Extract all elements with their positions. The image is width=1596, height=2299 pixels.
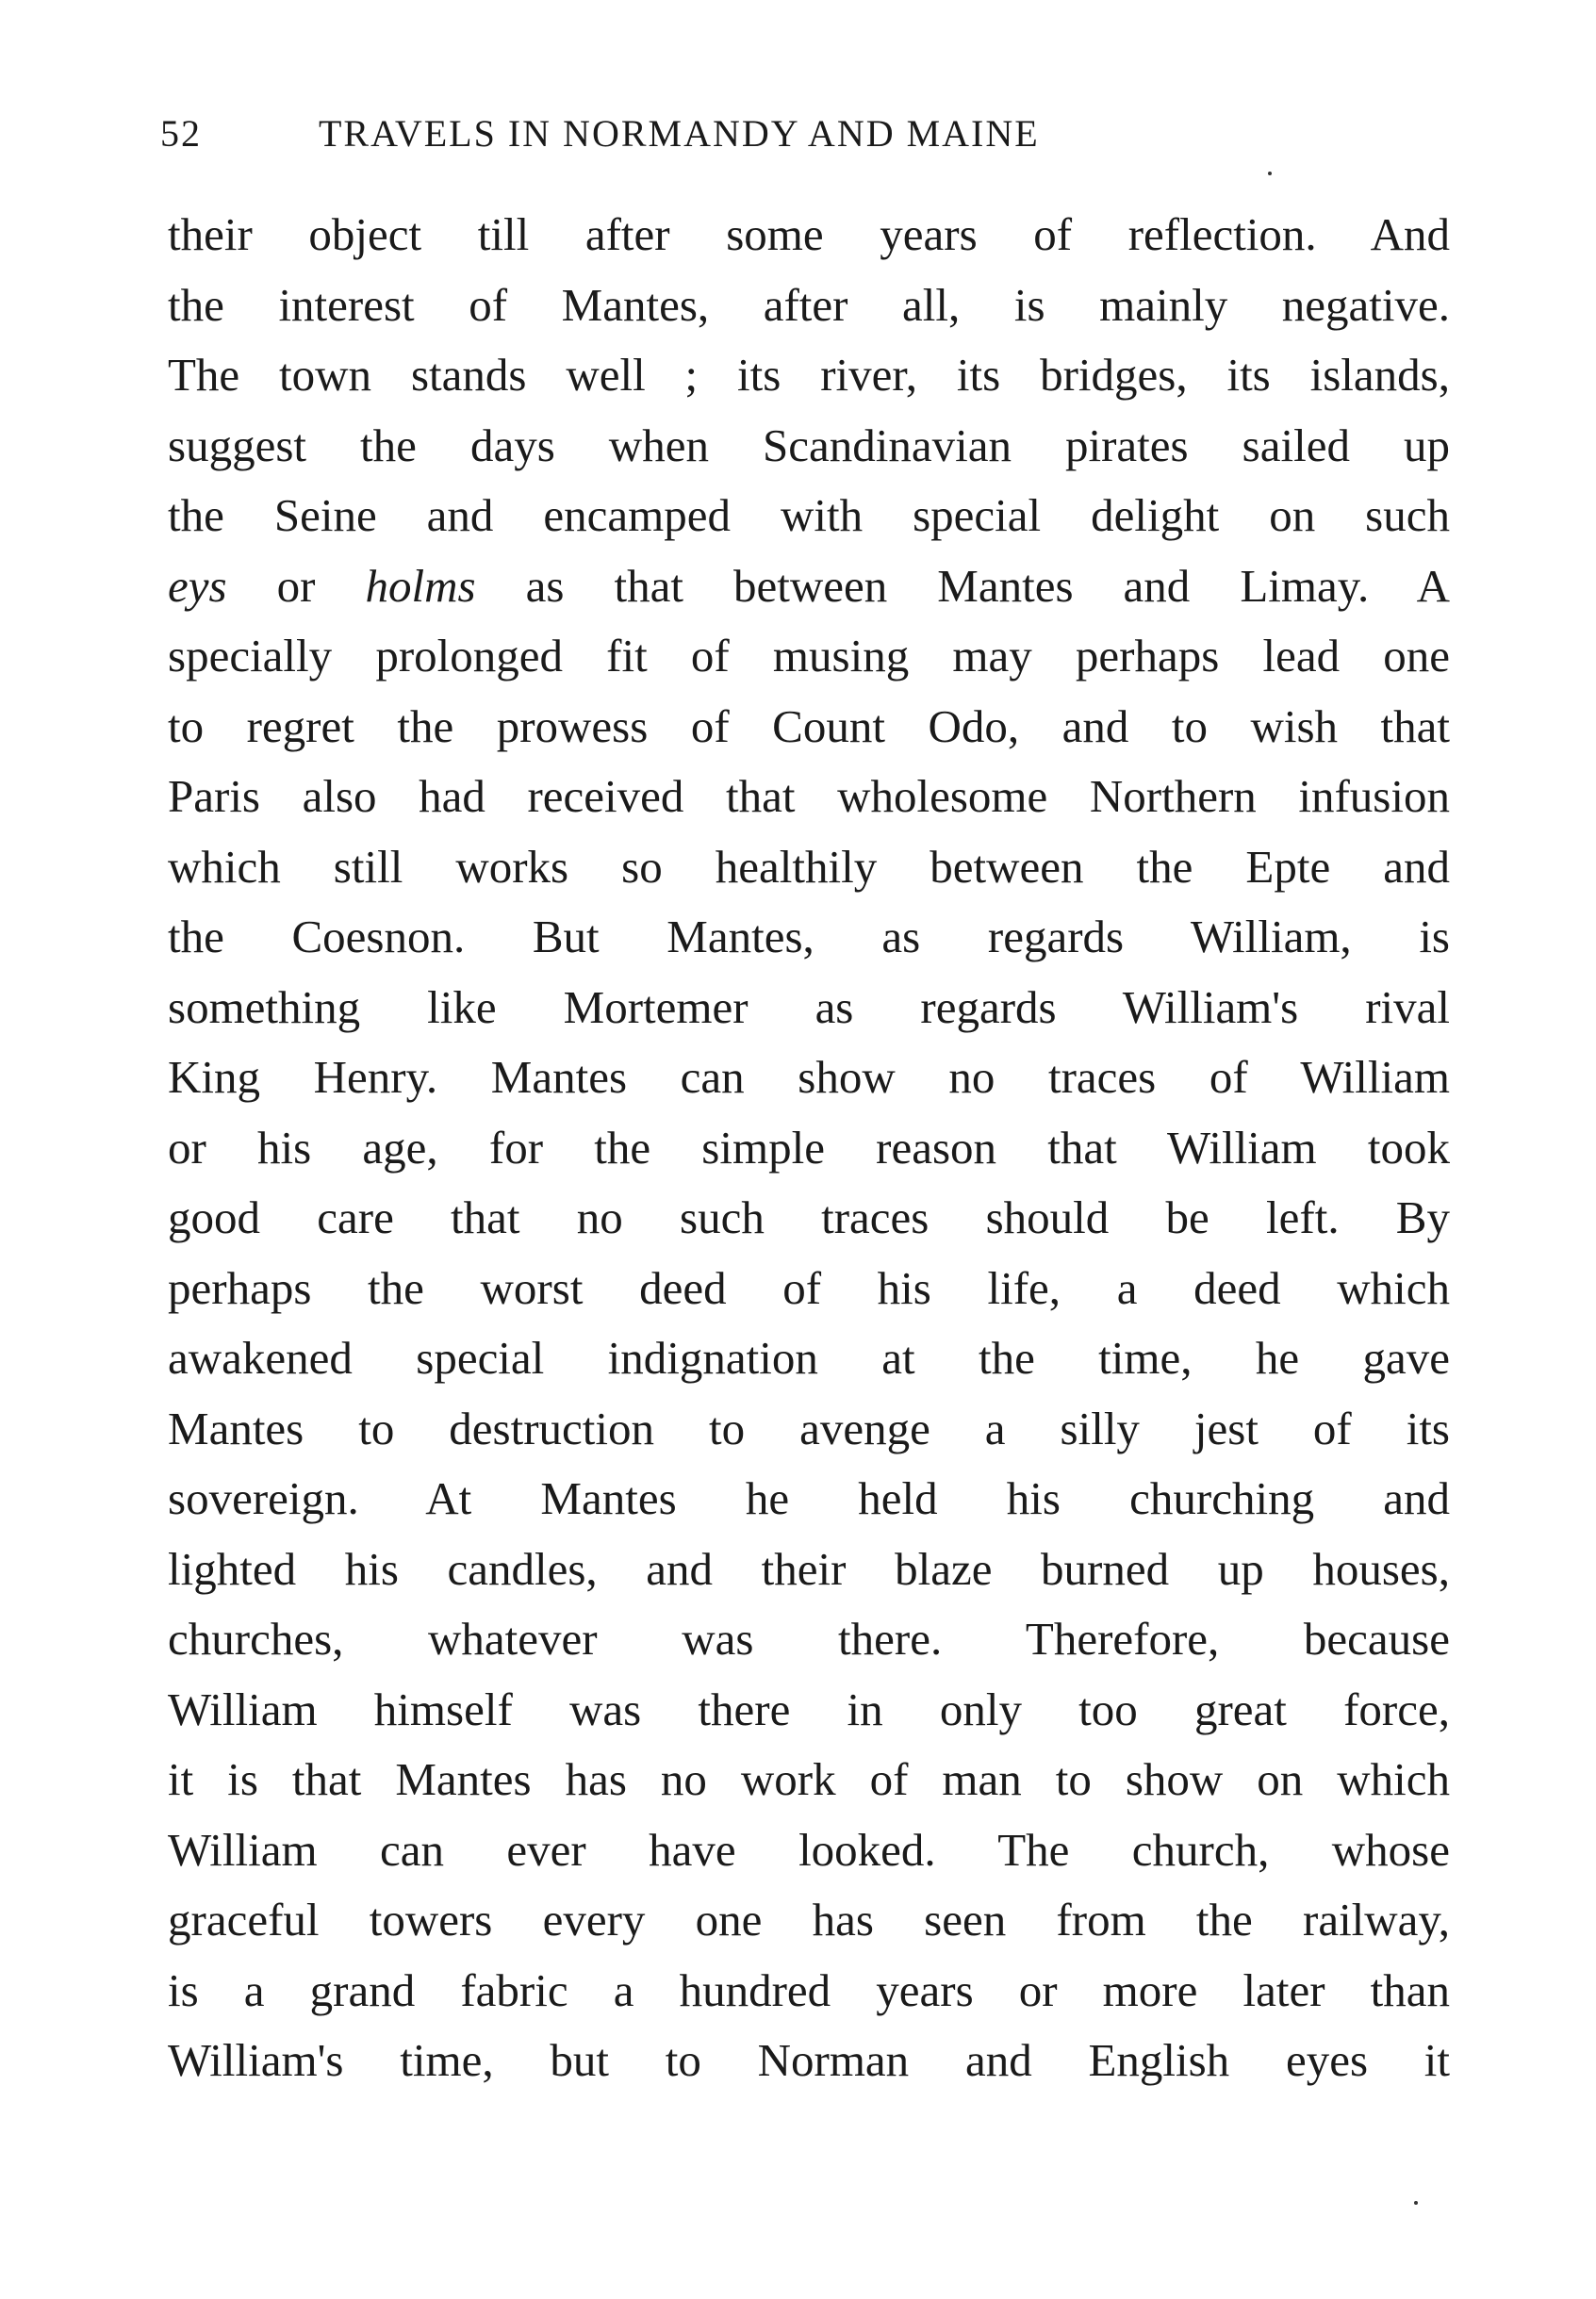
text-line: is a grand fabric a hundred years or more later than bbox=[168, 1963, 1450, 2016]
text-line: King Henry. Mantes can show no traces of William bbox=[168, 1051, 1450, 1103]
text-line: their object till after some years of reflection. And bbox=[168, 208, 1450, 260]
text-line-mixed bbox=[168, 551, 1450, 622]
text-line: sovereign. At Mantes he held his churching and bbox=[168, 1472, 1450, 1524]
print-speck bbox=[1268, 172, 1272, 175]
text-line: suggest the days when Scandinavian pirates sailed up bbox=[168, 419, 1450, 471]
italic-word-eys: eys bbox=[168, 559, 227, 612]
word-or: or bbox=[276, 559, 316, 612]
text-line: it is that Mantes has no work of man to show on which bbox=[168, 1753, 1450, 1805]
text-line-remainder: as that between Mantes and Limay. A bbox=[525, 559, 1451, 612]
text-line: perhaps the worst deed of his life, a deed which bbox=[168, 1261, 1450, 1314]
text-line: William's time, but to Norman and English eyes it bbox=[168, 2034, 1450, 2086]
text-line: Paris also had received that wholesome Northern infusion bbox=[168, 770, 1450, 822]
running-title: TRAVELS IN NORMANDY AND MAINE bbox=[319, 112, 1040, 155]
text-line: William can ever have looked. The church, whose bbox=[168, 1823, 1450, 1876]
text-line: specially prolonged fit of musing may perhaps lead one bbox=[168, 630, 1450, 681]
text-line: William himself was there in only too great force, bbox=[168, 1683, 1450, 1735]
text-line: something like Mortemer as regards William's rival bbox=[168, 980, 1450, 1033]
text-line: which still works so healthily between the Epte and bbox=[168, 840, 1450, 893]
text-line: the Seine and encamped with special delight on such bbox=[168, 489, 1450, 541]
text-line: Mantes to destruction to avenge a silly jest of its bbox=[168, 1402, 1450, 1454]
body-text bbox=[168, 200, 1450, 2096]
text-line: awakened special indignation at the time, he gave bbox=[168, 1332, 1450, 1384]
italic-word-holms: holms bbox=[365, 559, 476, 612]
print-speck bbox=[1414, 2201, 1418, 2205]
text-line: to regret the prowess of Count Odo, and to wish that bbox=[168, 699, 1450, 752]
text-line: The town stands well ; its river, its bridges, its islands, bbox=[168, 349, 1450, 401]
running-head bbox=[160, 111, 1433, 168]
text-line: lighted his candles, and their blaze burned up houses, bbox=[168, 1542, 1450, 1595]
text-line: or his age, for the simple reason that William took bbox=[168, 1121, 1450, 1174]
text-line: good care that no such traces should be left. By bbox=[168, 1191, 1450, 1243]
text-line: the interest of Mantes, after all, is mainly negative. bbox=[168, 278, 1450, 331]
text-line: the Coesnon. But Mantes, as regards William, is bbox=[168, 911, 1450, 962]
page-number: 52 bbox=[160, 112, 202, 155]
text-line: graceful towers every one has seen from the railway, bbox=[168, 1894, 1450, 1946]
text-line: churches, whatever was there. Therefore, because bbox=[168, 1613, 1450, 1665]
